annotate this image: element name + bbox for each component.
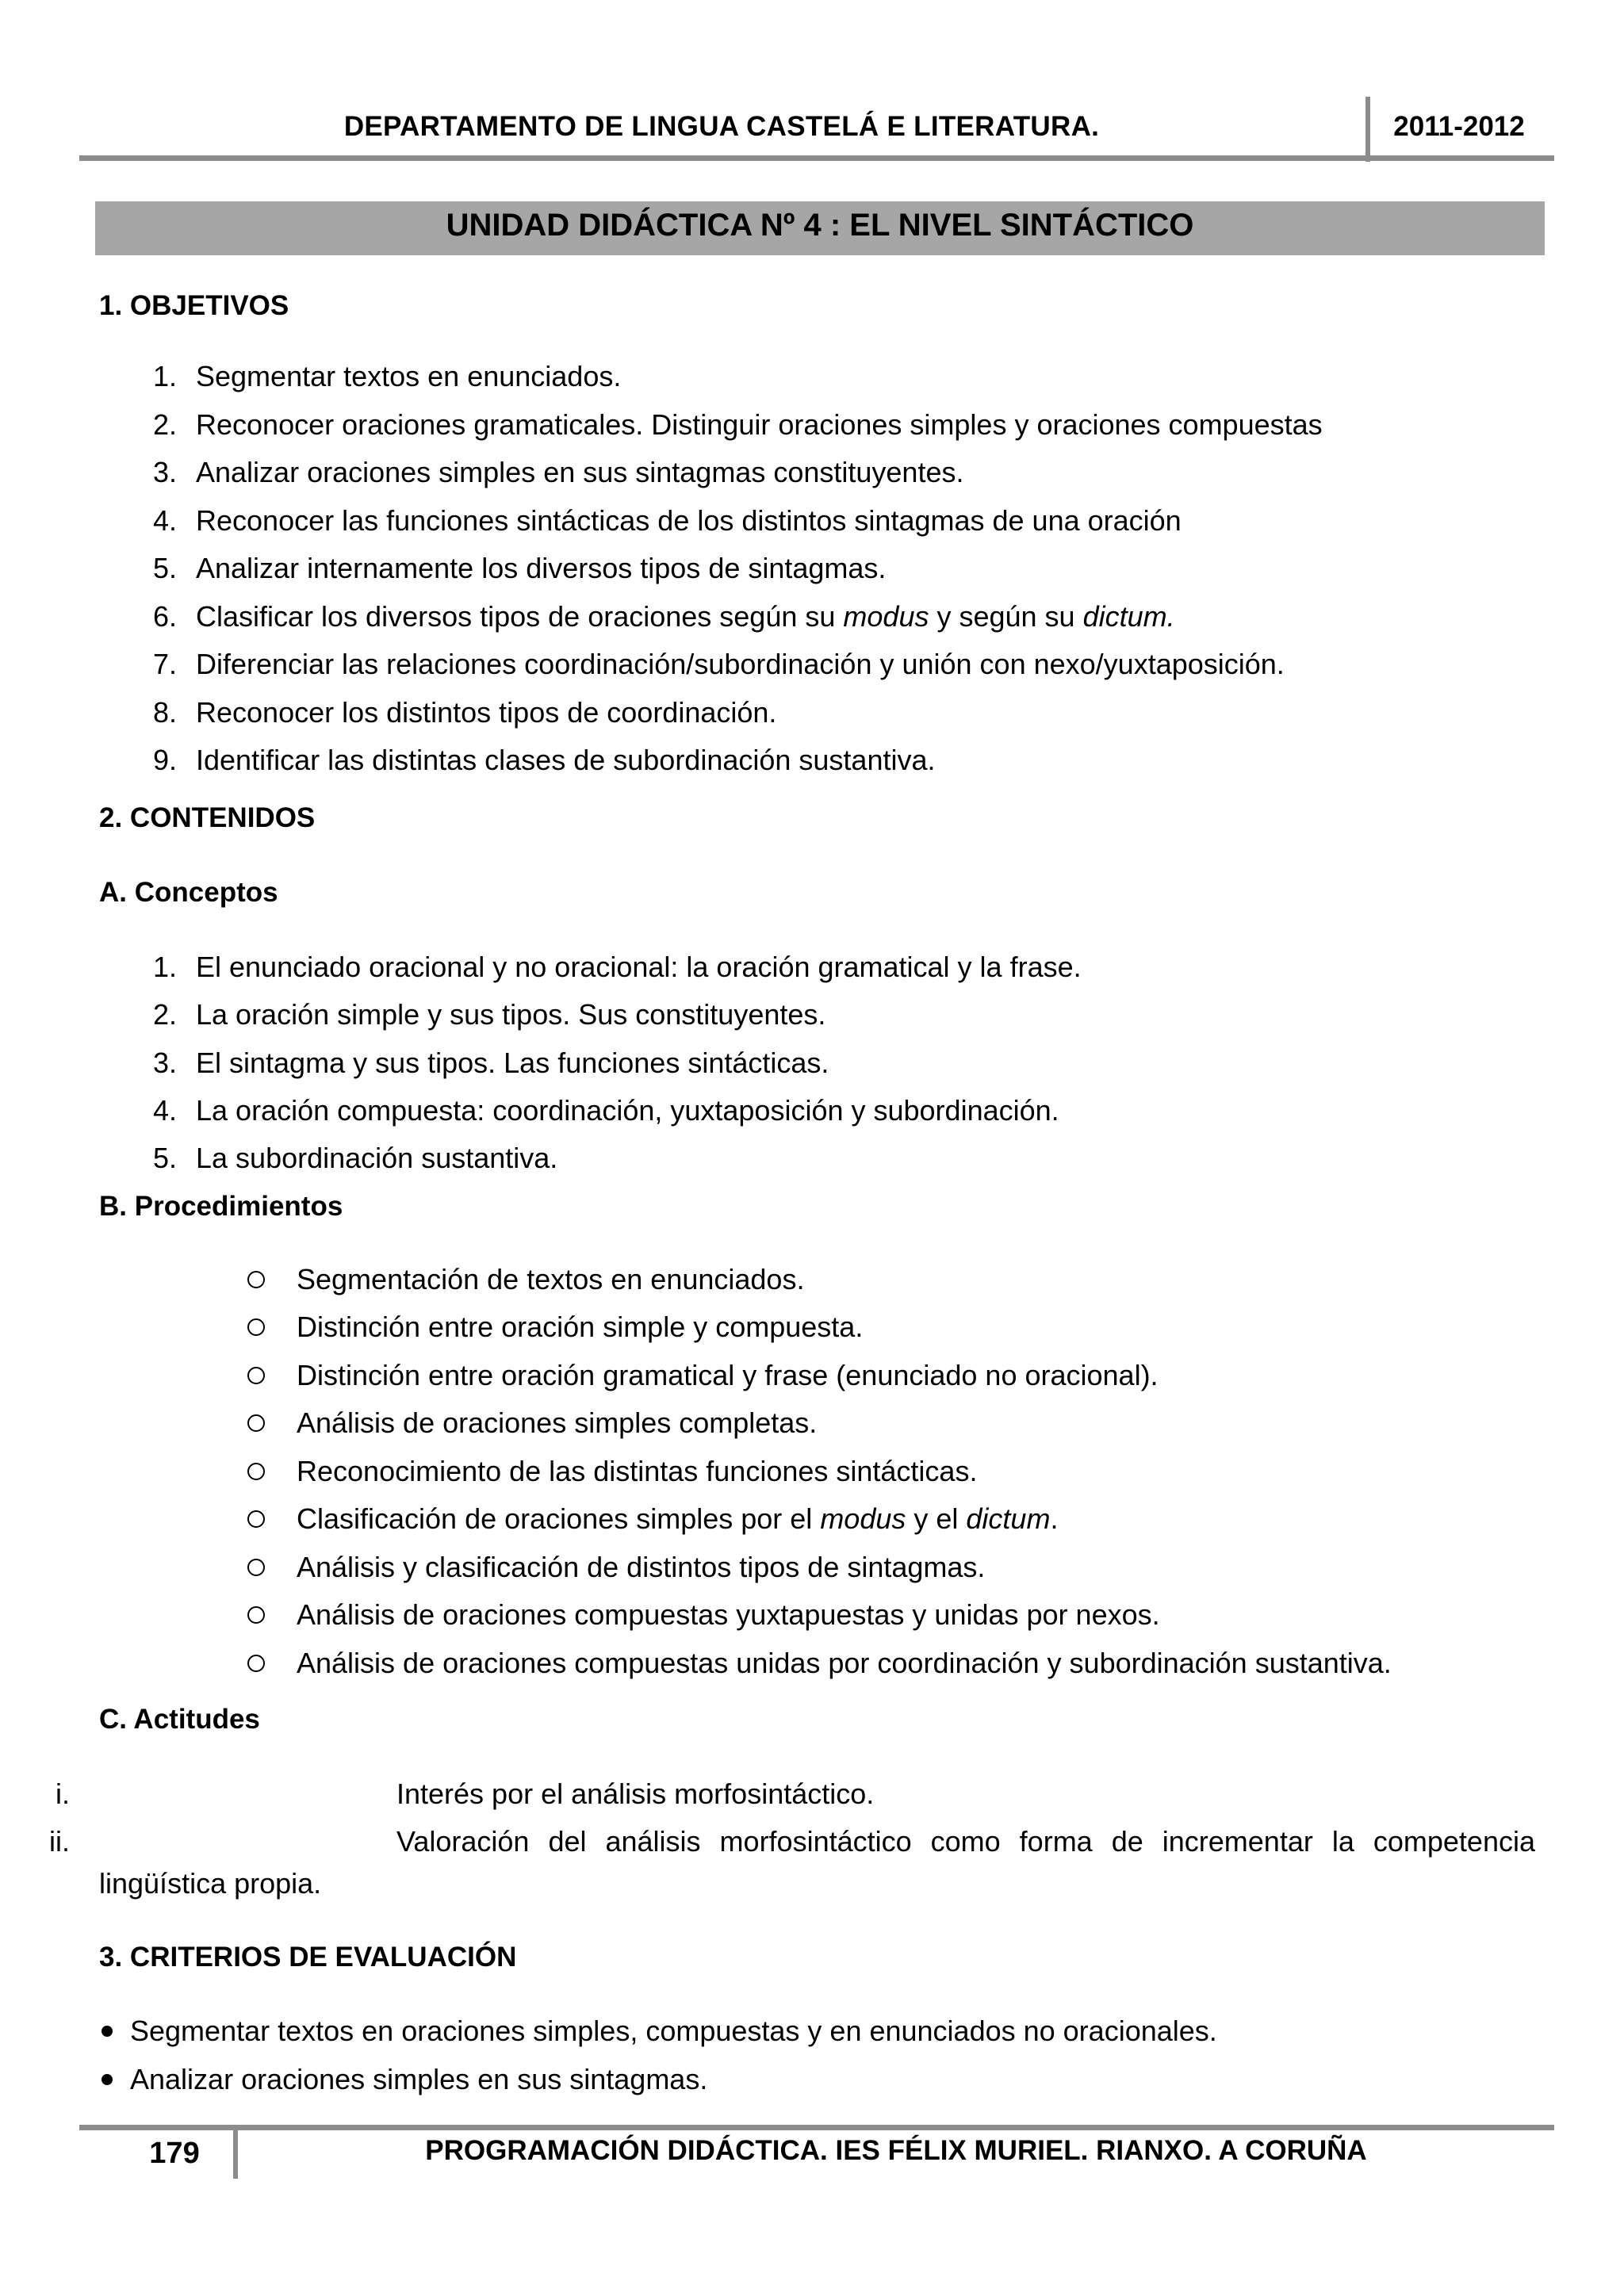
- concepto-item: [0, 998, 1624, 1030]
- concepto-number: 2.: [152, 998, 177, 1031]
- concepto-item: [0, 951, 1624, 982]
- procedimiento-item: [0, 1311, 1624, 1342]
- procedimiento-item: [0, 1647, 1624, 1678]
- procedimiento-text: Análisis de oraciones compuestas unidas por coordinación y subordinación sustantiva.: [297, 1647, 1392, 1679]
- objetivo-number: 6.: [152, 600, 177, 633]
- criterio-text: Analizar oraciones simples en sus sintagmas.: [130, 2063, 708, 2095]
- objetivo-text: Segmentar textos en enunciados.: [196, 360, 622, 392]
- page-number: 179: [149, 2137, 200, 2170]
- objetivo-item: [0, 744, 1624, 775]
- concepto-text: La oración simple y sus tipos. Sus constituyentes.: [196, 998, 826, 1031]
- procedimiento-text: Análisis de oraciones simples completas.: [297, 1406, 818, 1439]
- actitud-marker: ii.: [49, 1825, 70, 1858]
- procedimiento-item: [0, 1359, 1624, 1391]
- procedimientos-heading: B. Procedimientos: [99, 1191, 343, 1222]
- criterio-item: [0, 2063, 1624, 2095]
- objetivos-heading: 1. OBJETIVOS: [99, 290, 289, 321]
- procedimiento-item: [0, 1502, 1624, 1534]
- objetivo-item: [0, 648, 1624, 679]
- concepto-number: 5.: [152, 1142, 177, 1174]
- objetivo-text-part: y según su: [929, 600, 1083, 633]
- procedimiento-text: Reconocimiento de las distintas funciones sintácticas.: [297, 1455, 978, 1487]
- circle-bullet-icon: [247, 1463, 265, 1480]
- objetivo-number: 7.: [152, 648, 177, 680]
- procedimiento-item: [0, 1551, 1624, 1582]
- objetivo-text-part: Clasificar los diversos tipos de oraciones según su: [196, 600, 844, 633]
- modus-term: modus: [820, 1502, 906, 1535]
- procedimiento-item: [0, 1455, 1624, 1487]
- concepto-number: 3.: [152, 1047, 177, 1079]
- footer-divider: [233, 2130, 238, 2179]
- concepto-number: 1.: [152, 951, 177, 983]
- circle-bullet-icon: [247, 1606, 265, 1624]
- criterio-text: Segmentar textos en oraciones simples, compuestas y en enunciados no oracionales.: [130, 2015, 1217, 2047]
- objetivo-text: Reconocer oraciones gramaticales. Distinguir oraciones simples y oraciones compuestas: [196, 408, 1323, 441]
- actitudes-heading: C. Actitudes: [99, 1704, 260, 1735]
- objetivo-number: 5.: [152, 552, 177, 584]
- circle-bullet-icon: [247, 1367, 265, 1384]
- procedimiento-text: Análisis y clasificación de distintos tipos de sintagmas.: [297, 1551, 986, 1583]
- header-divider: [1365, 97, 1370, 162]
- actitud-continuation: lingüística propia.: [99, 1867, 322, 1900]
- procedimiento-text: Segmentación de textos en enunciados.: [297, 1263, 805, 1295]
- concepto-item: [0, 1094, 1624, 1126]
- actitud-marker: i.: [56, 1777, 70, 1810]
- objetivo-number: 1.: [152, 360, 177, 392]
- procedimiento-item: [0, 1406, 1624, 1438]
- modus-term: modus: [843, 600, 929, 633]
- procedimiento-text: Distinción entre oración gramatical y frase (enunciado no oracional).: [297, 1359, 1159, 1391]
- objetivo-text: Diferenciar las relaciones coordinación/subordinación y unión con nexo/yuxtaposición.: [196, 648, 1285, 680]
- concepto-text: El sintagma y sus tipos. Las funciones sintácticas.: [196, 1047, 829, 1079]
- objetivo-text: Analizar internamente los diversos tipos de sintagmas.: [196, 552, 887, 584]
- actitud-item: [0, 1825, 1624, 1857]
- concepto-text: La oración compuesta: coordinación, yuxtaposición y subordinación.: [196, 1094, 1059, 1127]
- circle-bullet-icon: [247, 1271, 265, 1288]
- bullet-dot-icon: [102, 2026, 113, 2037]
- procedimiento-text-part: y el: [906, 1502, 967, 1535]
- header-year: 2011-2012: [1393, 111, 1525, 142]
- procedimiento-item: [0, 1263, 1624, 1295]
- objetivo-item: [0, 456, 1624, 488]
- criterios-heading: 3. CRITERIOS DE EVALUACIÓN: [99, 1942, 517, 1973]
- procedimiento-text: Distinción entre oración simple y compuesta.: [297, 1311, 864, 1343]
- procedimiento-text: [297, 1502, 1058, 1536]
- concepto-text: El enunciado oracional y no oracional: la oración gramatical y la frase.: [196, 951, 1082, 983]
- objetivo-text: Analizar oraciones simples en sus sintagmas constituyentes.: [196, 456, 964, 488]
- circle-bullet-icon: [247, 1318, 265, 1336]
- objetivo-number: 2.: [152, 408, 177, 441]
- footer-text: PROGRAMACIÓN DIDÁCTICA. IES FÉLIX MURIEL. RIANXO. A CORUÑA: [425, 2135, 1367, 2166]
- dictum-term: dictum.: [1082, 600, 1175, 633]
- procedimiento-text-part: .: [1050, 1502, 1059, 1535]
- objetivo-item: [0, 360, 1624, 392]
- objetivo-text: Identificar las distintas clases de subordinación sustantiva.: [196, 744, 936, 776]
- concepto-item: [0, 1142, 1624, 1173]
- procedimiento-item: [0, 1598, 1624, 1630]
- bullet-dot-icon: [102, 2074, 113, 2085]
- objetivo-item: [0, 600, 1624, 632]
- criterio-item: [0, 2015, 1624, 2046]
- actitud-text: Valoración del análisis morfosintáctico como forma de incrementar la competencia: [396, 1825, 1535, 1858]
- objetivo-text: Reconocer los distintos tipos de coordinación.: [196, 696, 777, 729]
- concepto-item: [0, 1047, 1624, 1078]
- contenidos-heading: 2. CONTENIDOS: [99, 802, 316, 833]
- conceptos-heading: A. Conceptos: [99, 877, 278, 908]
- objetivo-number: 3.: [152, 456, 177, 488]
- objetivo-number: 9.: [152, 744, 177, 776]
- procedimiento-text: Análisis de oraciones compuestas yuxtapuestas y unidas por nexos.: [297, 1598, 1160, 1631]
- objetivo-text: [196, 600, 1175, 633]
- objetivo-number: 8.: [152, 696, 177, 729]
- objetivo-item: [0, 552, 1624, 584]
- concepto-text: La subordinación sustantiva.: [196, 1142, 558, 1174]
- page-title: UNIDAD DIDÁCTICA Nº 4 : EL NIVEL SINTÁCTICO: [446, 208, 1194, 243]
- circle-bullet-icon: [247, 1510, 265, 1528]
- footer-rule: [79, 2125, 1554, 2130]
- objetivo-number: 4.: [152, 504, 177, 537]
- dictum-term: dictum: [966, 1502, 1051, 1535]
- header-department: DEPARTAMENTO DE LINGUA CASTELÁ E LITERATURA.: [343, 111, 1100, 142]
- circle-bullet-icon: [247, 1655, 265, 1672]
- circle-bullet-icon: [247, 1414, 265, 1432]
- objetivo-item: [0, 696, 1624, 728]
- objetivo-text: Reconocer las funciones sintácticas de los distintos sintagmas de una oración: [196, 504, 1182, 537]
- circle-bullet-icon: [247, 1559, 265, 1576]
- procedimiento-text-part: Clasificación de oraciones simples por el: [297, 1502, 821, 1535]
- actitud-item: [0, 1777, 1624, 1809]
- header-rule: [79, 155, 1554, 161]
- concepto-number: 4.: [152, 1094, 177, 1127]
- objetivo-item: [0, 504, 1624, 536]
- actitud-text: Interés por el análisis morfosintáctico.: [396, 1777, 875, 1810]
- objetivo-item: [0, 408, 1624, 440]
